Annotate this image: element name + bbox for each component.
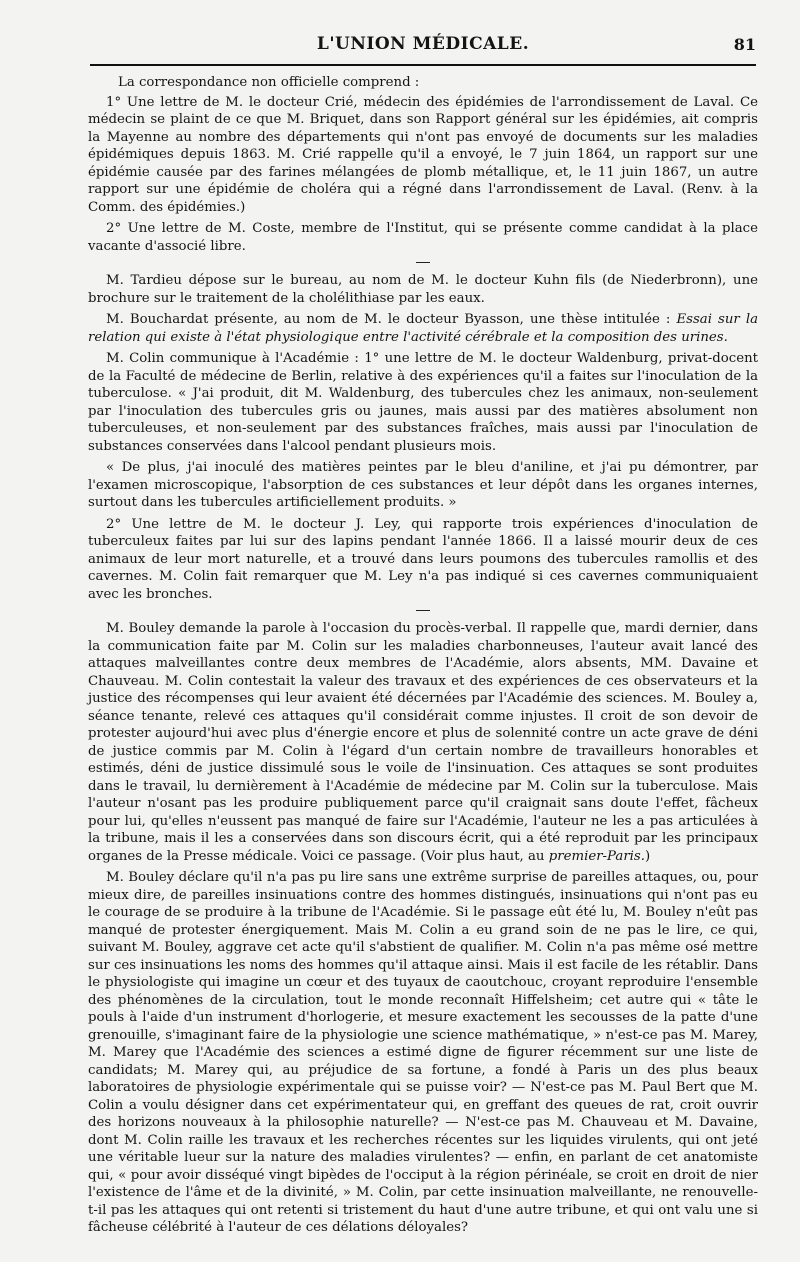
journal-title: L'UNION MÉDICALE. <box>316 34 530 54</box>
running-header <box>90 30 756 66</box>
paragraph-colin-waldenburg: M. Colin communique à l'Académie : 1° une lettre de M. le docteur Waldenburg, privat-docent de la Faculté de médecine de Berlin, relative à des expériences qu'il a faites sur l'inoculation de la tuberculose. « J'ai produit, dit M. Waldenburg, des tubercules chez les animaux, non-seulement par l'inoculation des tubercules gris ou jaunes, mais aussi par des matières absolument non tuberculeuses, et non-seulement par des substances fraîches, mais aussi par l'inoculation de substances conservées dans l'alcool pendant plusieurs mois. <box>88 351 758 454</box>
page-number: 81 <box>733 35 756 54</box>
paragraph-letter-coste: 2° Une lettre de M. Coste, membre de l'Institut, qui se présente comme candidat à la place vacante d'associé libre. <box>88 221 758 254</box>
paragraph-bouley-declaration: M. Bouley déclare qu'il n'a pas pu lire sans une extrême surprise de pareilles attaques, ou, pour mieux dire, de pareilles insinuations contre des hommes distingués, insinuations qui n'ont pas eu le courage de se produire à la tribune de l'Académie. Si le passage eût été lu, M. Bouley n'eût pas manqué de protester énergiquement. Mais M. Colin a eu grand soin de ne pas le lire, ce qui, suivant M. Bouley, aggrave cet acte qu'il s'abstient de qualifier. M. Colin n'a pas même osé mettre sur ces insinuations les noms des hommes qu'il attaque ainsi. Mais il est facile de les rétablir. Dans le physiologiste qui imagine un cœur et des tuyaux de caoutchouc, croyant reproduire l'ensemble des phénomènes de la circulation, tout le monde reconnaît Hiffelsheim; cet autre qui « tâte le pouls à l'aide d'un instrument d'horlogerie, et mesure exactement les secousses de la patte d'une grenouille, s'imaginant faire de la physiologie une science mathématique, » n'est-ce pas M. Marey, M. Marey que l'Académie des sciences a estimé digne de figurer récemment sur une liste de candidats; M. Marey qui, au préjudice de sa fortune, a fondé à Paris un des plus beaux laboratoires de physiologie expérimentale qui se puisse voir? — N'est-ce pas M. Paul Bert que M. Colin a voulu désigner dans cet expérimentateur qui, en greffant des queues de rat, croit ouvrir des horizons nouveaux à la philosophie naturelle? — N'est-ce pas M. Chauveau et M. Davaine, dont M. Colin raille les travaux et les recherches récentes sur les liquides virulents, qui ont jeté une véritable lueur sur la nature des maladies virulentes? — enfin, en parlant de cet anatomiste qui, « pour avoir disséqué vingt bipèdes de l'occiput à la région périnéale, se croit en droit de nier l'existence de l'âme et de la divinité, » M. Colin, par cette insinuation malveillante, ne renouvelle-t-il pas les attaques qui ont retenti si tristement du haut d'une autre tribune, et qui ont valu une si fâcheuse célébrité à l'auteur de ces délations déloyales? <box>88 870 758 1235</box>
premier-paris-ref: premier-Paris. <box>548 848 645 864</box>
header-rule <box>90 64 756 66</box>
section-separator <box>416 262 430 263</box>
paragraph-letter-crie: 1° Une lettre de M. le docteur Crié, médecin des épidémies de l'arrondissement de Laval. Ce médecin se plaint de ce que M. Briquet, dans son Rapport général sur les épidémies, ait compris la Mayenne au nombre des départements qui n'ont pas envoyé de documents sur les maladies épidémiques depuis 1863. M. Crié rappelle qu'il a envoyé, le 7 juin 1864, un rapport sur une épidémie causée par des farines mélangées de plomb métallique, et, le 11 juin 1867, un autre rapport sur une épidémie de choléra qui a régné dans l'arrondissement de Laval. (Renv. à la Comm. des épidémies.) <box>88 94 758 215</box>
paragraph-letter-ley: 2° Une lettre de M. le docteur J. Ley, qui rapporte trois expériences d'inoculation de tuberculeux faites par lui sur des lapins pendant l'année 1866. Il a laissé mourir deux de ces animaux de leur mort naturelle, et a trouvé dans leurs poumons des tubercules ramollis et des cavernes. M. Colin fait remarquer que M. Ley n'a pas indiqué si ces cavernes communiquaient avec les bronches. <box>88 516 758 602</box>
thesis-title: Essai sur la relation qui existe à l'état physiologique entre l'activité cérébrale et la composition des urines. <box>88 312 758 345</box>
paragraph-tardieu: M. Tardieu dépose sur le bureau, au nom de M. le docteur Kuhn fils (de Niederbronn), une brochure sur le traitement de la cholélithiase par les eaux. <box>88 273 758 306</box>
paragraph-correspondence-intro: La correspondance non officielle comprend : <box>118 75 420 90</box>
paragraph-bouchardat <box>88 311 758 346</box>
section-separator <box>416 610 430 611</box>
bouchardat-text: M. Bouchardat présente, au nom de M. le docteur Byasson, une thèse intitulée : <box>106 312 671 327</box>
paragraph-waldenburg-quote: « De plus, j'ai inoculé des matières peintes par le bleu d'aniline, et j'ai pu démontrer, par l'examen microscopique, l'absorption de ces substances et leur dépôt dans les organes internes, surtout dans les tubercules artificiellement produits. » <box>88 460 758 510</box>
paragraph-bouley-proces-verbal <box>88 620 758 865</box>
bouley-closing: ) <box>645 848 651 864</box>
article-body <box>88 74 758 1241</box>
bouley-text: M. Bouley demande la parole à l'occasion du procès-verbal. Il rappelle que, mardi dernier, dans la communication faite par M. Colin sur les maladies charbonneuses, l'auteur avait lancé des attaques malveillantes contre deux membres de l'Académie, alors absents, MM. Davaine et Chauveau. M. Colin contestait la valeur des travaux et des expériences de ces observateurs et la justice des récompenses qui leur avaient été décernées par l'Académie des sciences. M. Bouley a, séance tenante, relevé ces attaques qu'il considérait comme injustes. Il croit de son devoir de protester aujourd'hui avec plus d'énergie encore et plus de solennité contre un acte grave de déni de justice commis par M. Colin à l'égard d'un certain nombre de travailleurs honorables et estimés, déni de justice dissimulé sous le voile de l'insinuation. Ces attaques se sont produites dans le travail, lu dernièrement à l'Académie de médecine par M. Colin sur la tuberculose. Mais l'auteur n'osant pas les produire publiquement parce qu'il craignait sans doute l'effet, fâcheux pour lui, qu'elles n'eussent pas manqué de faire sur l'Académie, l'auteur ne les a pas articulées à la tribune, mais il les a conservées dans son discours écrit, qui a été reproduit par les principaux organes de la Presse médicale. Voici ce passage. (Voir plus haut, au <box>88 621 758 864</box>
